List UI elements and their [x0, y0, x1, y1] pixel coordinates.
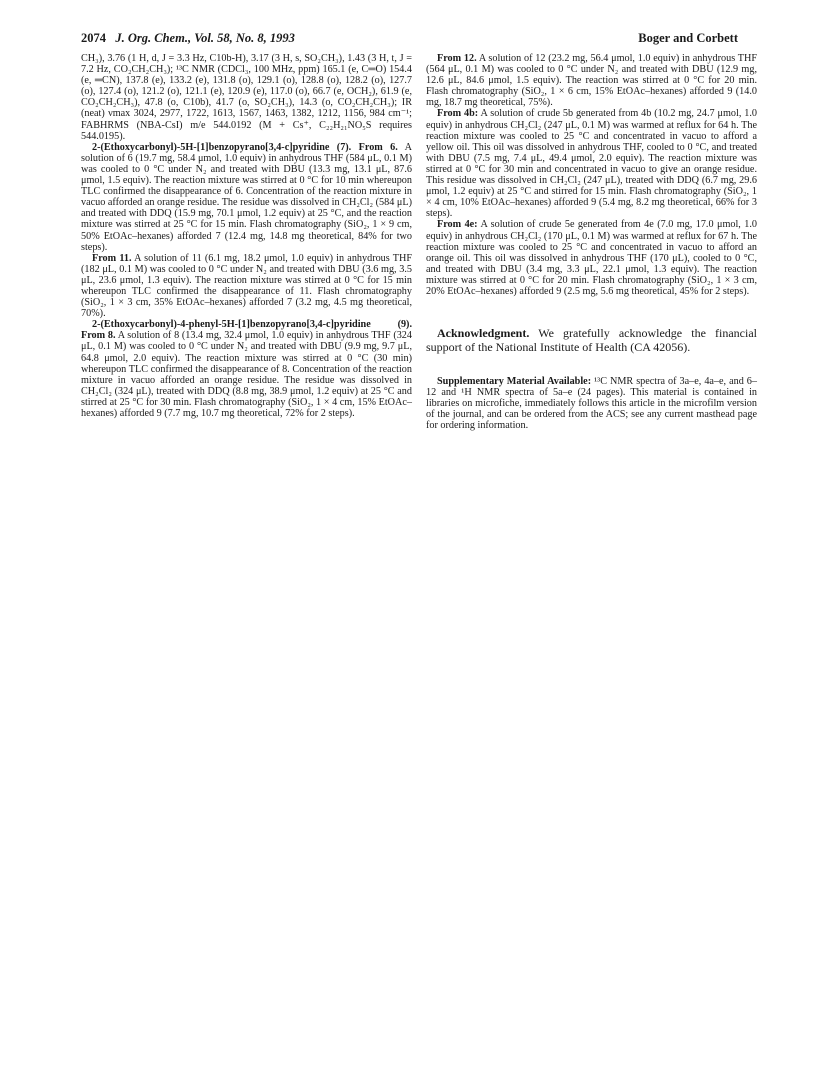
nmr-ir-data-paragraph: CH₃), 3.76 (1 H, d, J = 3.3 Hz, C10b-H), 3.17 (3 H, s, SO₂CH₃), 1.43 (3 H, t, J = 7.2 Hz, CO₂CH₂CH₃); ¹³C NMR (CDCl₃, 100 MHz, ppm) 165.1 (e, C═O) 154.4 (e, ═CN), 137.8 (e), 133.2 (e), 131.8 (o), 129.1 (o), 128.8 (o), 128.2 (o), 127.7 (o), 127.4 (o), 121.2 (o), 121.1 (e), 120.9 (e), 117.0 (o), 66.7 (e, OCH₂), 61.9 (e, CO₂CH₂CH₃), 47.8 (o, C10b), 41.7 (o, SO₂CH₃), 14.3 (o, CO₂CH₂CH₃); IR (neat) νmax 3024, 2977, 1722, 1613, 1567, 1463, 1382, 1212, 1156, 984 cm⁻¹; FABHRMS (NBA-CsI) m/e 544.0192 (M + Cs⁺, C₂₂H₂₁NO₅S requires 544.0195).	[81, 53, 412, 142]
compound-9-paragraph	[81, 319, 412, 419]
from-6-body: A solution of 6 (19.7 mg, 58.4 μmol, 1.0 equiv) in anhydrous THF (584 μL, 0.1 M) was cooled to 0 °C under N₂ and treated with DBU (13.3 mg, 13.1 μL, 87.6 μmol, 1.5 equiv). The reaction mixture was stirred at 0 °C for 10 min whereupon TLC confirmed the disappearance of 6. Concentration of the reaction mixture in vacuo afforded an orange residue. The residue was dissolved in CH₂Cl₂ (584 μL) and treated with DDQ (15.9 mg, 70.1 μmol, 1.2 equiv) at 25 °C, and the reaction mixture was stirred at 25 °C for 15 min. Flash chromatography (SiO₂, 1 × 9 cm, 50% EtOAc–hexanes) afforded 7 (12.4 mg, 14.8 mg theoretical, 84% for two steps).	[81, 141, 413, 253]
from-8-body: A solution of 8 (13.4 mg, 32.4 μmol, 1.0 equiv) in anhydrous THF (324 μL, 0.1 M) was cooled to 0 °C under N₂ and treated with DBU (9.9 mg, 9.7 μL, 64.8 μmol, 2.0 equiv). The reaction mixture was stirred at 0 °C (30 min) whereupon TLC confirmed the disappearance of 8. Concentration of the reaction mixture in vacuo afforded an orange residue. The residue was dissolved in CH₂Cl₂ (324 μL), treated with DDQ (8.8 mg, 38.9 μmol, 1.2 equiv) at 25 °C and stirred at 25 °C for 30 min. Flash chromatography (SiO₂, 1 × 4 cm, 15% EtOAc–hexanes) afforded 9 (7.7 mg, 10.7 mg theoretical, 72% for 2 steps).	[81, 330, 412, 419]
supplementary-heading: Supplementary Material Available:	[437, 376, 592, 388]
journal-citation: J. Org. Chem., Vol. 58, No. 8, 1993	[115, 31, 295, 45]
supplementary-body: ¹³C NMR spectra of 3a–e, 4a–e, and 6–12 and ¹H NMR spectra of 5a–e (24 pages). This material is contained in libraries on microfiche, immediately follows this article in the microfilm version of the journal, and can be ordered from the ACS; see any current masthead page for ordering information.	[426, 376, 757, 432]
from-4e-body: A solution of crude 5e generated from 4e (7.0 mg, 17.0 μmol, 1.0 equiv) in anhydrous CH₂Cl₂ (170 μL, 0.1 M) was warmed at reflux for 67 h. The reaction mixture was cooled to 25 °C and concentrated in vacuo to afford an orange oil. This oil was dissolved in anhydrous THF (170 μL), cooled to 0 °C, and treated with DBU (3.4 mg, 3.3 μL, 22.1 μmol, 1.3 equiv). The reaction mixture was stirred at 0 °C for 20 min. Flash chromatography (SiO₂, 1 × 3 cm, 20% EtOAc–hexanes) afforded 9 (2.5 mg, 5.6 mg theoretical, 45% for 2 steps).	[426, 219, 757, 297]
from-6-lead: From 6.	[358, 141, 398, 153]
page-number: 2074	[81, 31, 106, 45]
from-12-body: A solution of 12 (23.2 mg, 56.4 μmol, 1.0 equiv) in anhydrous THF (564 μL, 0.1 M) was cooled to 0 °C under N₂ and treated with DBU (12.9 mg, 12.6 μL, 84.6 μmol, 1.5 equiv). The reaction was stirred at 0 °C for 20 min. Flash chromatography (SiO₂, 1 × 6 cm, 15% EtOAc–hexanes) afforded 9 (14.0 mg, 18.7 mg theoretical, 75%).	[426, 53, 757, 109]
from-4e-paragraph	[426, 219, 757, 297]
from-4b-lead: From 4b:	[437, 108, 479, 120]
from-12-lead: From 12.	[437, 53, 477, 64]
from-8-lead: From 8.	[81, 330, 116, 342]
from-4b-body: A solution of crude 5b generated from 4b (10.2 mg, 24.7 μmol, 1.0 equiv) in anhydrous CH₂Cl₂ (247 μL, 0.1 M) was warmed at reflux for 64 h. The reaction mixture was cooled to 25 °C and concentrated in vacuo to afford a yellow oil. This oil was dissolved in anhydrous THF, cooled to 0 °C, and treated with DBU (7.5 mg, 7.4 μL, 49.4 μmol, 2.0 equiv). The reaction mixture was stirred at 0 °C for 30 min and concentrated in vacuo to give an orange residue. This residue was dissolved in CH₂Cl₂ (247 μL), treated with DDQ (6.7 mg, 29.6 μmol, 1.2 equiv) at 25 °C and stirred for 15 min. Flash chromatography (SiO₂, 1 × 4 cm, 10% EtOAc–hexanes) afforded 9 (5.4 mg, 8.2 mg theoretical, 66% for 3 steps).	[426, 108, 758, 220]
supplementary-material-paragraph	[426, 376, 757, 431]
from-11-paragraph	[81, 253, 412, 320]
from-4b-paragraph	[426, 108, 757, 219]
from-12-paragraph	[426, 53, 757, 108]
from-11-lead: From 11.	[92, 252, 132, 264]
compound-7-paragraph	[81, 142, 412, 253]
acknowledgment-heading: Acknowledgment.	[437, 326, 530, 341]
acknowledgment-paragraph	[426, 326, 757, 354]
from-4e-lead: From 4e:	[437, 219, 478, 231]
running-header	[81, 31, 295, 46]
left-column	[81, 53, 412, 419]
author-header: Boger and Corbett	[638, 31, 738, 45]
right-column	[426, 53, 757, 432]
compound-9-title: 2-(Ethoxycarbonyl)-4-phenyl-5H-[1]benzopyrano[3,4-c]pyridine (9).	[92, 319, 412, 331]
acknowledgment-body: We gratefully acknowledge the financial support of the National Institute of Health (CA 42056).	[426, 326, 757, 355]
from-11-body: A solution of 11 (6.1 mg, 18.2 μmol, 1.0 equiv) in anhydrous THF (182 μL, 0.1 M) was cooled to 0 °C under N₂ and treated with DBU (3.6 mg, 3.5 μL, 23.6 μmol, 1.3 equiv). The reaction mixture was stirred at 0 °C for 15 min whereupon TLC confirmed the disappearance of 11. Flash chromatography (SiO₂, 1 × 3 cm, 35% EtOAc–hexanes) afforded 7 (3.2 mg, 4.5 mg theoretical, 70%).	[81, 252, 412, 320]
compound-7-title: 2-(Ethoxycarbonyl)-5H-[1]benzopyrano[3,4-c]pyridine (7).	[92, 141, 352, 153]
